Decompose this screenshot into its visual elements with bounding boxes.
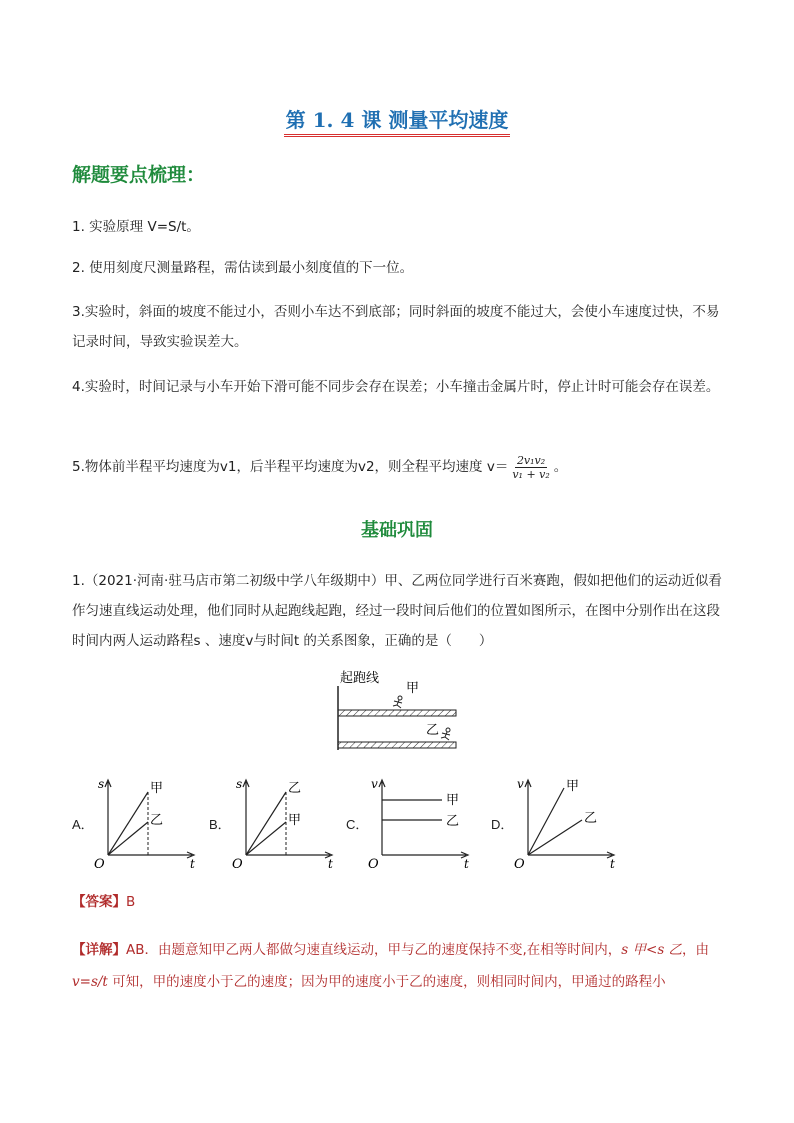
section-heading-basics: 基础巩固 — [361, 520, 433, 541]
key-point-4: 4.实验时，时间记录与小车开始下滑可能不同步会存在误差；小车撞击金属片时，停止计时可能会存在误差。 — [72, 379, 720, 395]
explanation-text-1: AB．由题意知甲乙两人都做匀速直线运动，甲与乙的速度保持不变,在相等时间内， — [126, 942, 622, 958]
question-1: 1.（2021·河南·驻马店市第二初级中学八年级期中）甲、乙两位同学进行百米赛跑，假如把他们的运动近似看作匀速直线运动处理，他们同时从起跑线起跑，经过一段时间后他们的位置如图所示，在图中分别作出在这段时间内两人运动路程s 、速度v与时间t 的关系图象，正确的是（ ） — [72, 573, 722, 649]
svg-text:s: s — [236, 777, 243, 791]
option-d-label: D． — [491, 817, 514, 832]
option-a-graph — [92, 770, 202, 870]
explanation-inequality: s 甲<s 乙 — [621, 942, 683, 958]
svg-text:t: t — [610, 857, 615, 870]
answer-tag: 【答案】 — [72, 894, 126, 910]
section-heading-key-points: 解题要点梳理： — [72, 164, 206, 186]
key-point-3: 3.实验时，斜面的坡度不能过小，否则小车达不到底部；同时斜面的坡度不能过大，会使小车速度过快，不易记录时间，导致实验误差大。 — [72, 304, 720, 350]
explanation-formula: v=s/t — [72, 974, 108, 990]
option-c-graph — [366, 770, 476, 870]
svg-text:甲: 甲 — [150, 781, 164, 796]
key-point-5-text: 5.物体前半程平均速度为v1，后半程平均速度为v2，则全程平均速度 v＝ — [72, 459, 509, 475]
explanation — [72, 934, 732, 998]
race-track-figure — [330, 668, 465, 756]
track-lane-top — [338, 710, 456, 716]
svg-text:v: v — [517, 777, 524, 791]
option-b-graph — [230, 770, 340, 870]
runner-a-icon — [393, 696, 402, 708]
key-point-2: 2. 使用刻度尺测量路程，需估读到最小刻度值的下一位。 — [72, 260, 414, 276]
key-point-5 — [72, 452, 722, 482]
svg-text:v: v — [371, 777, 378, 791]
svg-text:O: O — [94, 857, 105, 870]
option-c-label: C． — [346, 817, 369, 832]
runner-a-label: 甲 — [406, 681, 420, 696]
key-point-1: 1. 实验原理 V=S/t。 — [72, 219, 200, 235]
explanation-tag: 【详解】 — [72, 942, 126, 958]
svg-text:t: t — [328, 857, 333, 870]
explanation-text-2: ，由 — [682, 942, 710, 958]
runner-b-icon — [441, 728, 450, 740]
track-lane-bottom — [338, 742, 456, 748]
page-title: 第 1. 4 课 测量平均速度 — [0, 104, 794, 137]
option-d-graph — [512, 770, 622, 870]
svg-text:t: t — [464, 857, 469, 870]
svg-text:O: O — [514, 857, 525, 870]
formula-numerator: 2v₁v₂ — [516, 453, 546, 467]
average-speed-formula — [510, 454, 551, 481]
svg-text:乙: 乙 — [446, 814, 460, 829]
svg-text:乙: 乙 — [288, 781, 302, 796]
answer-line — [72, 890, 135, 910]
svg-text:s: s — [98, 777, 105, 791]
svg-text:甲: 甲 — [566, 779, 580, 794]
svg-text:甲: 甲 — [288, 813, 302, 828]
svg-text:乙: 乙 — [150, 813, 164, 828]
answer-value: B — [126, 894, 136, 910]
svg-text:O: O — [368, 857, 379, 870]
svg-text:t: t — [190, 857, 195, 870]
key-point-5-suffix: 。 — [553, 459, 568, 475]
start-line-label: 起跑线 — [340, 671, 380, 686]
option-a-label: A． — [72, 817, 94, 832]
svg-text:乙: 乙 — [584, 811, 598, 826]
svg-text:O: O — [232, 857, 243, 870]
svg-text:甲: 甲 — [446, 793, 460, 808]
runner-b-label: 乙 — [426, 723, 440, 738]
explanation-text-3: 可知，甲的速度小于乙的速度；因为甲的速度小于乙的速度，则相同时间内，甲通过的路程小 — [107, 974, 666, 990]
formula-denominator: v₁ + v₂ — [512, 467, 550, 481]
option-b-label: B． — [209, 817, 231, 832]
